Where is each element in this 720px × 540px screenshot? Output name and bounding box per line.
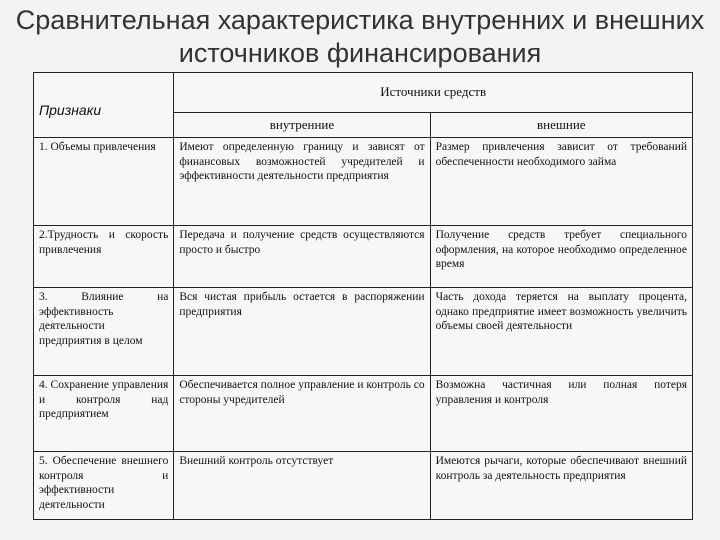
external-column-header: внешние <box>430 112 692 138</box>
table-row <box>34 288 693 376</box>
sources-header: Источники средств <box>174 73 693 113</box>
internal-column-header: внутренние <box>174 112 430 138</box>
feature-cell: 2.Трудность и скорость привлечения <box>34 226 174 288</box>
external-cell: Часть дохода теряется на выплату процента, однако предприятие имеет возможность увеличить объемы своей деятельности <box>430 288 692 376</box>
feature-column-header: Признаки <box>34 73 174 138</box>
table-row <box>34 138 693 226</box>
external-cell: Размер привлечения зависит от требований обеспеченности необходимого займа <box>430 138 692 226</box>
table-row <box>34 376 693 452</box>
table-row <box>34 452 693 520</box>
feature-cell: 4. Сохранение управления и контроля над предприятием <box>34 376 174 452</box>
table-row <box>34 226 693 288</box>
comparison-table <box>33 72 693 520</box>
internal-cell: Обеспечивается полное управление и контроль со стороны учредителей <box>174 376 430 452</box>
internal-cell: Имеют определенную границу и зависят от финансовых возможностей учредителей и эффективности деятельности предприятия <box>174 138 430 226</box>
feature-cell: 3. Влияние на эффективность деятельности предприятия в целом <box>34 288 174 376</box>
internal-cell: Передача и получение средств осуществляются просто и быстро <box>174 226 430 288</box>
internal-cell: Вся чистая прибыль остается в распоряжении предприятия <box>174 288 430 376</box>
table-header-row <box>34 73 693 113</box>
external-cell: Имеются рычаги, которые обеспечивают внешний контроль за деятельность предприятия <box>430 452 692 520</box>
external-cell: Возможна частичная или полная потеря управления и контроля <box>430 376 692 452</box>
external-cell: Получение средств требует специального оформления, на которое необходимо определенное время <box>430 226 692 288</box>
feature-cell: 5. Обеспечение внешнего контроля и эффективности деятельности <box>34 452 174 520</box>
feature-cell: 1. Объемы привлечения <box>34 138 174 226</box>
internal-cell: Внешний контроль отсутствует <box>174 452 430 520</box>
page-title: Сравнительная характеристика внутренних и внешних источников финансирования <box>15 5 705 68</box>
